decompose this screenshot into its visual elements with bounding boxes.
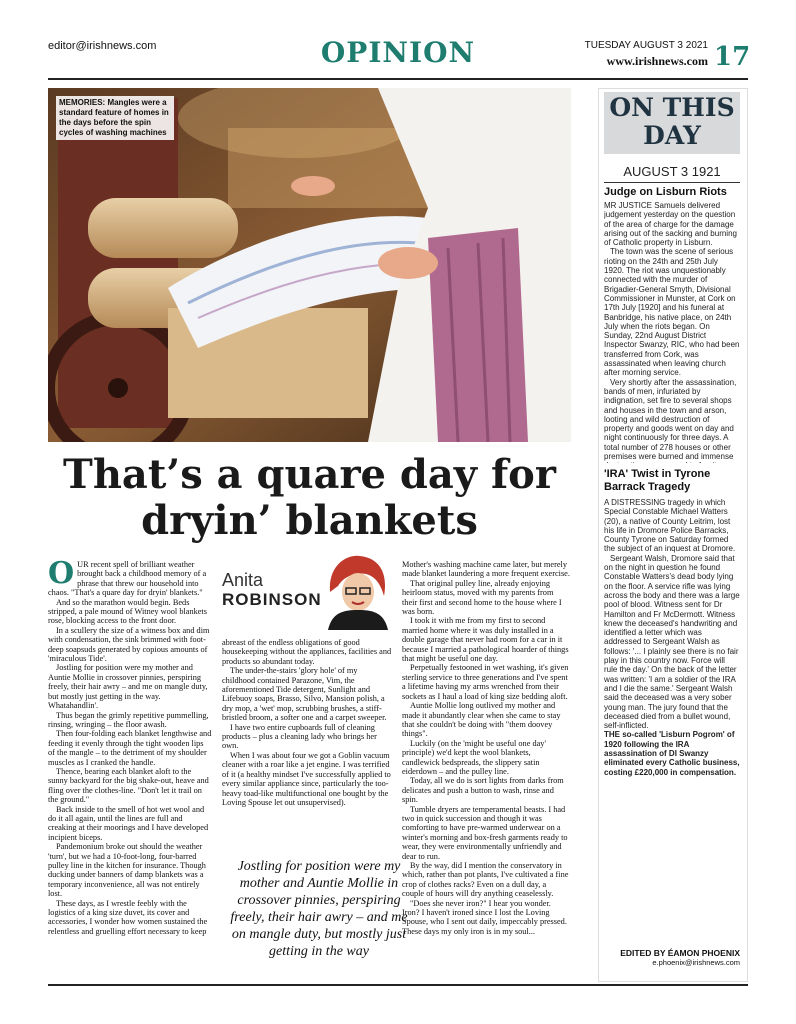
section-title: OPINION — [320, 36, 476, 69]
paragraph: Thus began the grimly repetitive pummelling, rinsing, wringing – the floor awash. — [48, 710, 209, 729]
paragraph: Tumble dryers are temperamental beasts. I had two in quick succession and though it was comforting to have pre-warmed underwear on a winter's morning and box-fresh garments ready to wear, they were environmentally unfriendly and dear to run. — [402, 804, 568, 861]
paragraph: I took it with me from my first to second married home where it was duly installed in a double garage that never had room for a car in it because I married a pathological hoarder of things that might be useful one day. — [402, 616, 569, 664]
bold-note — [604, 730, 740, 776]
author-last-name: ROBINSON — [222, 590, 322, 609]
paragraph: Pandemonium broke out should the weather 'turn', but we had a 10-foot-long, four-barred pulley line in the kitchen for insurance. Though ducking under banners of damp blankets was a temporary inconvenience, all was not entirely lost. — [48, 842, 206, 899]
paragraph: That original pulley line, already enjoying heirloom status, moved with my parents from their first and second home to the house where I was born. — [402, 578, 562, 617]
story-2-headline: 'IRA' Twist in Tyrone Barrack Tragedy — [604, 468, 711, 493]
author-portrait — [322, 552, 392, 630]
paragraph: The under-the-stairs 'glory hole' of my childhood contained Parazone, Vim, the aforementioned Tide detergent, Sunlight and Lifebuoy soaps, Brasso, Silvo, Mansion polish, a dry mop, a 'wet' mop, scrubbing brushes, a stiff-bristled broom, a softer one and a carpet sweeper. — [222, 666, 387, 723]
paragraph: Auntie Mollie long outlived my mother and made it abundantly clear when she came to stay that she couldn't be doing with "them doovey things". — [402, 701, 561, 739]
author-first-name: Anita — [222, 570, 264, 590]
paragraph: In a scullery the size of a witness box and dim with condensation, the sink brimmed with foot-deep soapsuds generated by copious amounts of 'miraculous Tide'. — [48, 625, 210, 664]
paragraph: Perpetually festooned in wet washing, it's given sterling service to three generations and I've spent a lifetime having my arms wrenched from their sockets as I haul a load of king size bedding aloft. — [402, 663, 569, 701]
headline-line-1: That’s a quare day for — [63, 451, 556, 498]
paragraph: UR recent spell of brilliant weather brought back a childhood memory of a phrase that threw our household into chaos. "That's a quare day for dryin' blankets." — [48, 560, 207, 598]
article-column-1 — [48, 560, 212, 980]
photo-caption: MEMORIES: Mangles were a standard feature of homes in the days before the spin cycles of washing machines — [56, 96, 174, 140]
article-column-3 — [402, 560, 570, 980]
paragraph: Today, all we do is sort lights from darks from delicates and push a button to wash, rinse and spin. — [402, 776, 564, 805]
sidebar-rule — [604, 182, 740, 183]
story-2-body — [604, 498, 740, 942]
bold-note-text: THE so-called 'Lisburn Pogrom' of 1920 following the IRA assassination of DI Swanzy eliminated every Catholic business, costing £220,000 in compensation. — [604, 730, 740, 777]
paragraph: I have two entire cupboards full of cleaning products – plus a cleaning lady who brings her own. — [222, 722, 377, 751]
page-number: 17 — [714, 42, 751, 72]
header-rule — [48, 78, 748, 80]
article-headline — [48, 452, 571, 544]
paragraph: These days, as I wrestle feebly with the logistics of a king size duvet, its cover and accessories, I wonder how women sustained the relentless and gruelling effort necessary to keep — [48, 898, 208, 936]
drop-cap: O — [48, 560, 75, 591]
paragraph: A DISTRESSING tragedy in which Special Constable Michael Watters (20), a native of County Leitrim, lost his life in Dromore Police Barracks, County Tyrone on Saturday formed the subject of an inquest at Dromore. — [604, 498, 736, 554]
footer-rule — [48, 984, 748, 986]
paragraph: Luckily (on the 'might be useful one day' principle) we'd kept the wool blankets, candlewick bedspreads, the slippery satin eiderdown – and the pulley line. — [402, 738, 546, 776]
paragraph: Back inside to the smell of hot wet wool and do it all again, until the lines are full and creaking at their moorings and I have developed incipient biceps. — [48, 804, 209, 842]
paragraph: Sergeant Walsh, Dromore said that on the night in question he found Constable Watters's dead body lying on the floor. A service rifle was lying across the body and there was a large pool of blood. Witness sent for Dr Hamilton and Fr McDermott. Witness knew the deceased's handwriting and identified a letter which was addressed to Sergeant Walsh as follows: '... I plainly see there is no fair play in this country now. Force will rule the day.' On the back of the letter was written: 'I am a soldier of the IRA and I die the same.' Sergeant Walsh said the deceased was a very sober young man. The jury found that the deceased died from a bullet wound, self-inflicted. — [604, 553, 740, 731]
header-date: TUESDAY AUGUST 3 2021 — [584, 40, 708, 51]
headline-line-2: dryin’ blankets — [141, 497, 478, 544]
paragraph: Jostling for position were my mother and Auntie Mollie in crossover pinnies, perspiring freely, their hair awry – and me on mangle duty, but mostly just getting in the way. Whatahandlin'. — [48, 663, 208, 711]
paragraph: Then four-folding each blanket lengthwise and feeding it evenly through the tight wooden lips of the mangle – to the detriment of my shoulder muscles as I cranked the handle. — [48, 729, 212, 767]
paragraph: The town was the scene of serious rioting on the 24th and 25th July 1920. The riot was unquestionably connected with the murder of Brigadier-General Smyth, Divisional Commissioner in Munster, at Cork on 17th July [1920] and his funeral at Banbridge, his native place, on 24th July when the riots began. On Sunday, 22nd August District Inspector Swanzy, RIC, who had been transferred from Cork, was assassinated when leaving church after morning service. — [604, 247, 740, 378]
paragraph: By the way, did I mention the conservatory in which, rather than pot plants, I've cultivated a fine crop of clothes racks? Even on a dull day, a couple of hours will dry anything ceaselessly. — [402, 861, 569, 899]
paragraph: Very shortly after the assassination, bands of men, infuriated by indignation, set fire to several shops and houses in the town and arson, looting and wild destruction of property and goods went on day and night continuously for three days. A total number of 278 houses or other premises were burned and immense — [604, 377, 737, 462]
paragraph: When I was about four we got a Goblin vacuum cleaner with a roar like a jet engine. I was terrified of it (a healthy mindset I've successfully applied to every similar appliance since, particularly the too-heavy toad-like multifunctional one bought by the Loving Spouse let out unsupervised). — [222, 750, 391, 807]
editor-email: e.phoenix@irishnews.com — [652, 958, 740, 967]
paragraph: "Does she never iron?" I hear you wonder. Iron? I haven't ironed since I lost the Loving Spouse, who I sent out daily, impeccably pressed. These days my only iron is in my soul... — [402, 898, 567, 936]
header-email: editor@irishnews.com — [48, 40, 157, 52]
paragraph: And so the marathon would begin. Beds stripped, a pale mound of Witney wool blankets rose, blocking access to the front door. — [48, 597, 207, 626]
story-1-body — [604, 201, 740, 463]
paragraph: Mother's washing machine came later, but merely made blanket laundering a more frequent exercise. — [402, 560, 570, 579]
story-1-headline: Judge on Lisburn Riots — [604, 186, 727, 198]
mangle-photo — [48, 88, 571, 442]
article-column-2 — [222, 638, 392, 848]
mangle-illustration — [48, 88, 571, 442]
paragraph: Thence, bearing each blanket aloft to the sunny backyard for the big shake-out, heave and fling over the clothes-line. "Don't let it trail on the ground." — [48, 766, 209, 805]
pull-quote: Jostling for position were my mother and Auntie Mollie in crossover pinnies, perspiring freely, their hair awry – and me on mangle duty, but mostly just getting in the way — [230, 859, 408, 959]
paragraph: MR JUSTICE Samuels delivered judgement yesterday on the question of the area of charge for the damage arising out of the sacking and burning of Catholic property in Lisburn. — [604, 201, 737, 248]
title-line-1: ON THIS — [609, 93, 735, 122]
on-this-day-title — [604, 94, 740, 150]
title-line-2: DAY — [643, 121, 701, 150]
paragraph: abreast of the endless obligations of good housekeeping without the appliances, facilities and products so abundant today. — [222, 638, 392, 666]
header-website: www.irishnews.com — [606, 54, 708, 68]
on-this-day-date: AUGUST 3 1921 — [623, 164, 721, 179]
edited-by: EDITED BY ÉAMON PHOENIX — [620, 948, 740, 958]
